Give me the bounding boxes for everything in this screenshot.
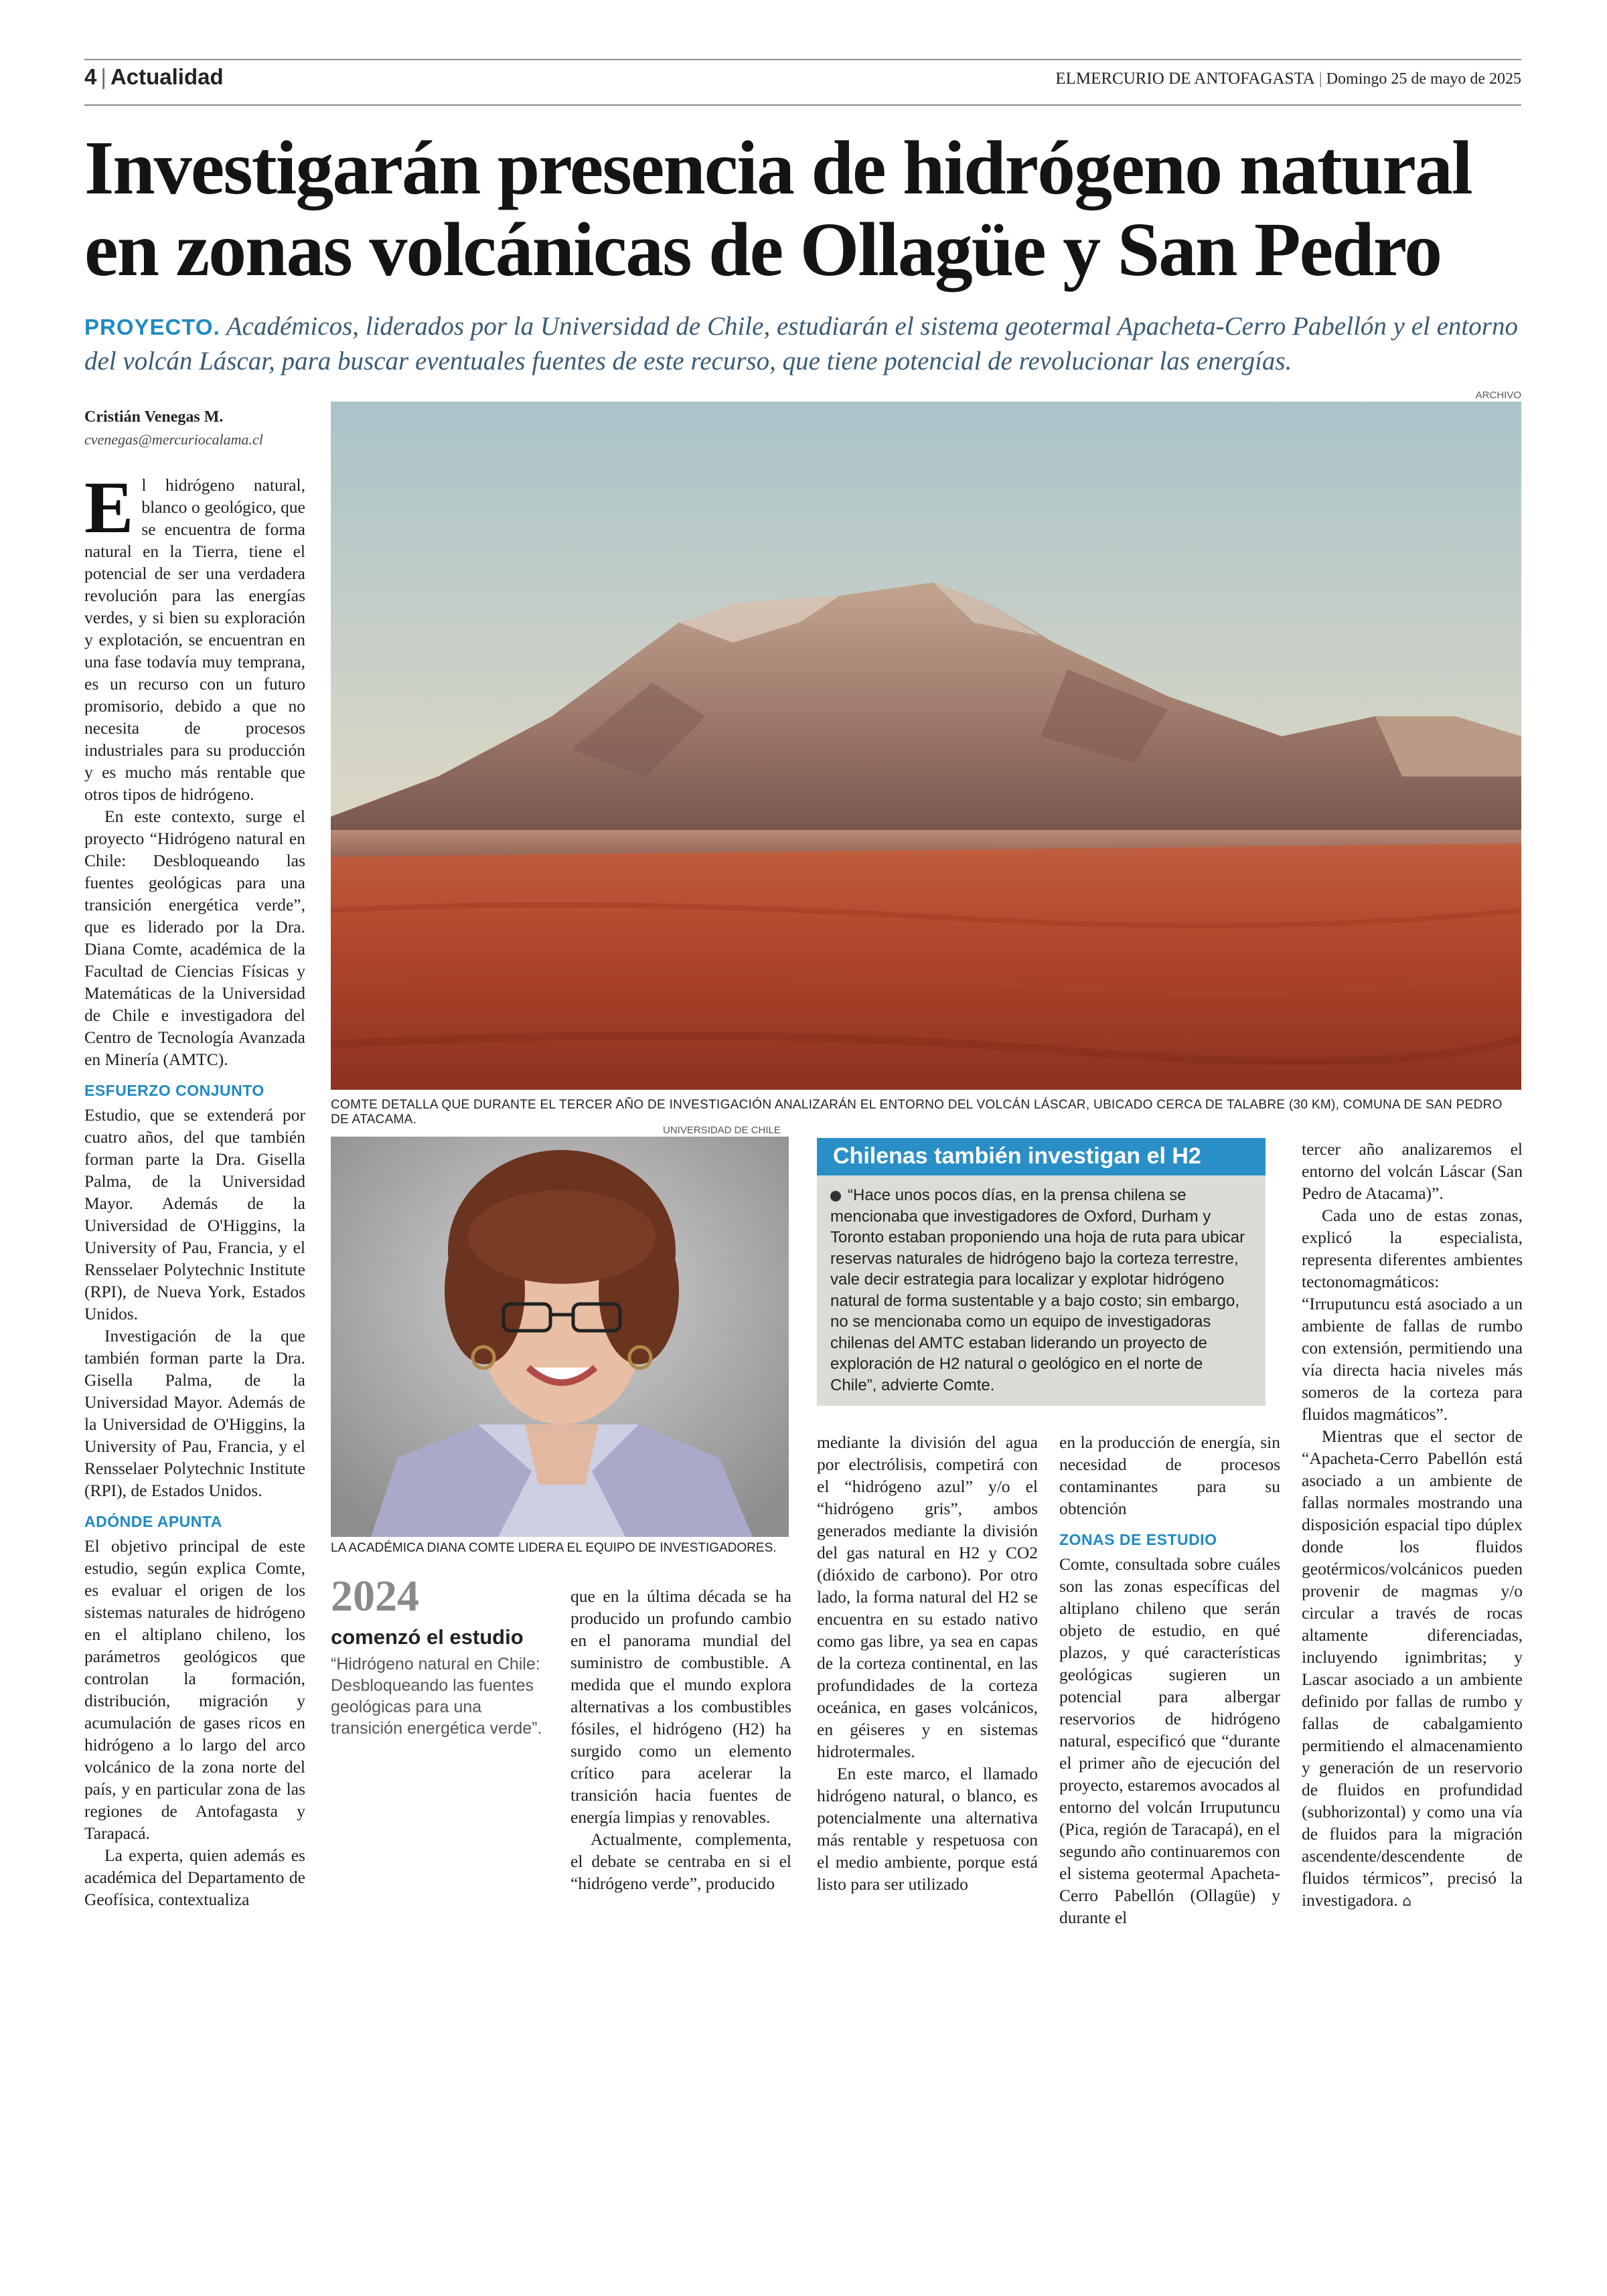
portrait-caption: LA ACADÉMICA DIANA COMTE LIDERA EL EQUIPO DE INVESTIGADORES. — [331, 1541, 777, 1555]
factbox-year: 2024 — [331, 1572, 419, 1621]
article-paragraph: La experta, quien además es académica del Departamento de Geofísica, contextualiza — [84, 1846, 305, 1909]
factbox-text: “Hidrógeno natural en Chile: Desbloqueando las fuentes geológicas para una transición energética verde”. — [331, 1655, 542, 1738]
sidebar-text: “Hace unos pocos días, en la prensa chilena se mencionaba que investigadores de Oxford, Durham y Toronto estaban proponiendo una hoja de ruta para ubicar reservas naturales de hidrógeno bajo la corteza terrestre, vale decir estrategia para localizar y explotar hidrógeno natural de forma sustentable y a bajo costo; sin embargo, no se mencionaba como un equipo de investigadoras chilenas del AMTC estaban liderando un proyecto de exploración de H2 natural o geológico en el norte de Chile”, advierte Comte. — [830, 1186, 1245, 1394]
end-mark-icon: ⌂ — [1402, 1893, 1412, 1910]
article-paragraph: El objetivo principal de este estudio, según explica Comte, es evaluar el origen de los sistemas naturales de hidrógeno en el altiplano chileno, los parámetros geológicos que controlan la formación, distribución, migración y acumulación de gases ricos en hidrógeno a lo largo del arco volcánico de la zona norte del país, y en particular zona de las regiones de Antofagasta y Tarapacá. — [84, 1536, 305, 1843]
article-paragraph: Comte, consultada sobre cuáles son las zonas específicas del altiplano chileno que serán objeto de estudio, en qué plazos, y qué características geológicas sugieren un potencial para albergar reservorios de hidrógeno natural, especificó que “durante el primer año de ejecución del proyecto, estaremos avocados al entorno del volcán Irruputuncu (Pica, región de Taracapá), en el segundo año continuaremos con el sistema geotermal Apacheta-Cerro Pabellón (Ollagüe) y durante el — [1059, 1554, 1280, 1927]
article-paragraph: Cada uno de estas zonas, explicó la especialista, representa diferentes ambientes tectonomagmáticos: “Irruputuncu está asociado a un ambiente de fallas de rumbo con extensión, permitiendo una vía directa hacia niveles más someros de la corteza para fluidos magmáticos”. — [1302, 1206, 1523, 1424]
portrait-photo — [331, 1137, 789, 1537]
sidebar-text-block — [830, 1185, 1252, 1396]
article-paragraph: en la producción de energía, sin necesidad de procesos contaminantes para su obtención — [1059, 1432, 1280, 1518]
subhead-zonas: ZONAS DE ESTUDIO — [1059, 1531, 1217, 1548]
photo-credit: ARCHIVO — [1475, 390, 1521, 401]
section-name: Actualidad — [110, 64, 224, 89]
article-paragraph: En este contexto, surge el proyecto “Hidrógeno natural en Chile: Desbloqueando las fuentes geológicas para una transición energética verde”, que es liderado por la Dra. Diana Comte, académica de la Facultad de Ciencias Físicas y Matemáticas de la Universidad de Chile e investigadora del Centro de Tecnología Avanzada en Minería (AMTC). — [84, 807, 305, 1069]
article-paragraph: mediante la división del agua por electrólisis, competirá con el “hidrógeno azul” y/o el “hidrógeno gris”, ambos generados mediante la división del gas natural en H2 y CO2 (dióxido de carbono). Por otro lado, la forma natural del H2 se encuentra en su estado nativo como gas libre, ya sea en capas de la corteza continental, en las profundidades de la corteza oceánica, en gases volcánicos, en géiseres y en sistemas hidrotermales. — [817, 1432, 1038, 1761]
article-paragraph: Estudio, que se extenderá por cuatro años, del que también forman parte la Dra. Gisella Palma, de la Universidad Mayor. Además de la Universidad de O'Higgins, la University of Pau, Francia, y el Rensselaer Polytechnic Institute (RPI), de Nueva York, Estados Unidos. — [84, 1105, 305, 1323]
volcano-landscape-photo — [331, 402, 1521, 1090]
lead-paragraph — [84, 309, 1524, 378]
bullet-icon — [830, 1191, 841, 1202]
article-column-1 — [84, 467, 305, 1910]
portrait-credit: UNIVERSIDAD DE CHILE — [663, 1125, 781, 1136]
publication-name: ELMERCURIO DE ANTOFAGASTA — [1055, 70, 1315, 88]
main-photo-caption: COMTE DETALLA QUE DURANTE EL TERCER AÑO DE INVESTIGACIÓN ANALIZARÁN EL ENTORNO DEL VOLCÁN LÁSCAR, UBICADO CERCA DE TALABRE (30 KM), COMUNA DE SAN PEDRO DE ATACAMA. — [331, 1098, 1503, 1127]
article-paragraph: l hidrógeno natural, blanco o geológico, que se encuentra de forma natural en la Tierra, tiene el potencial de ser una verdadera revolución para las energías verdes, y si bien su exploración y explotación, se encuentran en una fase todavía muy temprana, es un recurso con un futuro promisorio, debido a que no necesita de procesos industriales para su producción y es mucho más rentable que otros tipos de hidrógeno. — [84, 475, 305, 804]
byline-email[interactable]: cvenegas@mercuriocalama.cl — [84, 431, 263, 448]
sidebar-title-bar — [817, 1138, 1266, 1175]
article-paragraph: Investigación de la que también forman parte la Dra. Gisella Palma, de la Universidad Mayor. Además de la Universidad de O'Higgins, la University of Pau, Francia, y el Rensselaer Polytechnic Institute (RPI), de Estados Unidos. — [84, 1326, 305, 1500]
article-column-4 — [817, 1431, 1038, 1895]
lead-kicker: PROYECTO. — [84, 315, 220, 339]
article-column-5 — [1059, 1431, 1280, 1929]
article-paragraph-text: Mientras que el sector de “Apacheta-Cerro Pabellón está asociado a un ambiente de fallas normales mostrando una disposición espacial tipo dúplex donde los fluidos geotérmicos/volcánicos pueden provenir de magmas y/o circular a través de rocas altamente diferenciadas, incluyendo ignimbritas; y Lascar asociado a un ambiente definido por fallas de rumbo y fallas de cabalgamiento permitiendo el almacenamiento y generación de un reservorio de fluidos en profundidad (subhorizontal) y como una vía de fluidos para la migración ascendente/descendente de fluidos térmicos”, precisó la investigadora. — [1302, 1426, 1523, 1910]
sidebar-box — [817, 1138, 1266, 1406]
article-paragraph: En este marco, el llamado hidrógeno natural, o blanco, es potencialmente una alternativa más rentable y respetuosa con el medio ambiente, porque está listo para ser utilizado — [817, 1764, 1038, 1894]
article-paragraph: que en la última década se ha producido un profundo cambio en el panorama mundial del suministro de combustible. A medida que el mundo explora alternativas a los combustibles fósiles, el hidrógeno (H2) ha surgido como un elemento crítico para acelerar la transición hacia fuentes de energía limpias y renovables. — [570, 1586, 791, 1827]
article-column-6 — [1302, 1138, 1523, 1912]
top-rule — [84, 59, 1521, 60]
sidebar-title: Chilenas también investigan el H2 — [833, 1143, 1201, 1169]
byline-author: Cristián Venegas M. — [84, 408, 224, 426]
publication-header: ELMERCURIO DE ANTOFAGASTA | Domingo 25 de mayo de 2025 — [1055, 70, 1521, 88]
headline: Investigarán presencia de hidrógeno natural en zonas volcánicas de Ollagüe y San Pedro — [84, 125, 1472, 292]
article-paragraph: Actualmente, complementa, el debate se centraba en si el “hidrógeno verde”, producido — [570, 1829, 791, 1893]
drop-cap: E — [84, 467, 134, 548]
article-paragraph: tercer año analizaremos el entorno del volcán Láscar (San Pedro de Atacama)”. — [1302, 1139, 1523, 1203]
page-section-header: 4 | Actualidad — [84, 64, 224, 89]
article-paragraph — [1302, 1425, 1523, 1912]
header-rule — [84, 104, 1521, 106]
page-number: 4 — [84, 64, 97, 89]
issue-date: Domingo 25 de mayo de 2025 — [1326, 70, 1521, 88]
article-column-3 — [570, 1585, 791, 1894]
subhead-adonde: ADÓNDE APUNTA — [84, 1513, 222, 1530]
subhead-esfuerzo: ESFUERZO CONJUNTO — [84, 1082, 264, 1099]
factbox-label: comenzó el estudio — [331, 1625, 524, 1649]
lead-text: Académicos, liderados por la Universidad de Chile, estudiarán el sistema geotermal Apacheta-Cerro Pabellón y el entorno del volcán Láscar, para buscar eventuales fuentes de este recurso, que tiene potencial de revolucionar las energías. — [84, 312, 1518, 376]
